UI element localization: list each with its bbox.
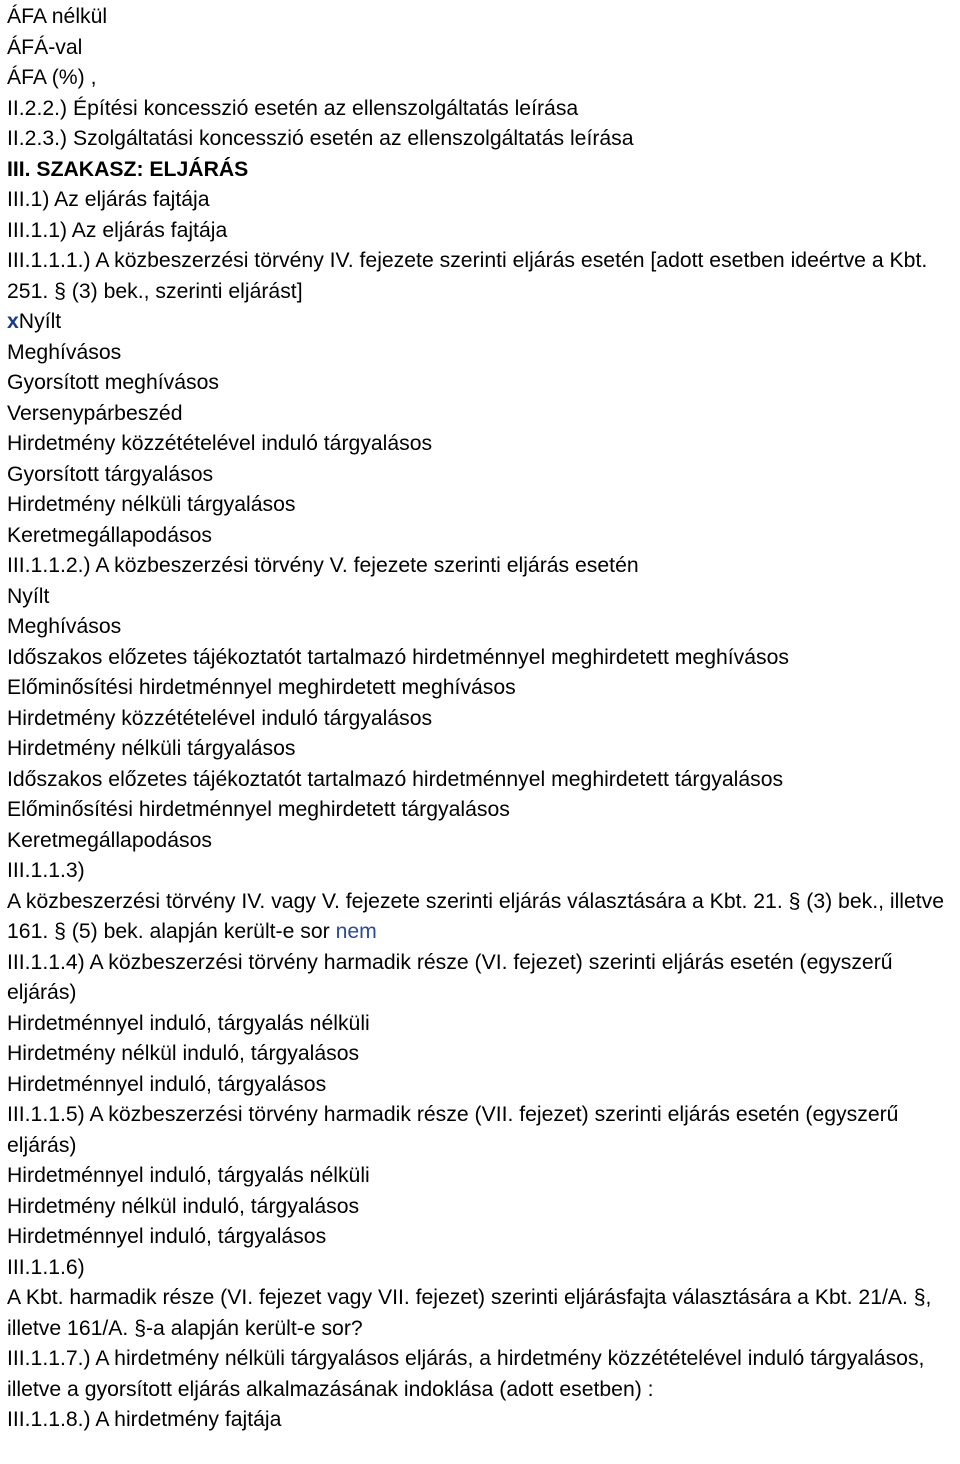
- option-item: Időszakos előzetes tájékoztatót tartalmazó hirdetménnyel meghirdetett tárgyalásos: [7, 767, 784, 791]
- option-item: Meghívásos: [7, 340, 122, 364]
- selected-marker: x: [7, 310, 19, 333]
- text-line: ÁFA (%) ,: [7, 66, 97, 89]
- option-item: Keretmegállapodásos: [7, 523, 212, 547]
- section-heading: III.1.1) Az eljárás fajtája: [7, 218, 228, 242]
- option-item: Hirdetménnyel induló, tárgyalásos: [7, 1072, 327, 1096]
- option-item: Versenypárbeszéd: [7, 401, 183, 425]
- option-item: Hirdetmény nélküli tárgyalásos: [7, 493, 296, 516]
- section-heading: II.2.3.) Szolgáltatási koncesszió esetén az ellenszolgáltatás leírása: [7, 127, 634, 150]
- option-item: Hirdetménnyel induló, tárgyalásos: [7, 1225, 327, 1248]
- option-item: Meghívásos: [7, 615, 122, 638]
- option-label: Nyílt: [18, 310, 62, 333]
- question-line: A Kbt. harmadik része (VI. fejezet vagy VII. fejezet) szerinti eljárásfajta választására a Kbt. 21/A. §, illetve 161/A. §-a alapján került-e sor?: [7, 1286, 932, 1340]
- question-text: A közbeszerzési törvény IV. vagy V. fejezete szerinti eljárás választására a Kbt. 21. § (3) bek., illetve 161. § (5) bek. alapján került-e sor: [7, 889, 945, 943]
- option-item: Keretmegállapodásos: [7, 828, 212, 852]
- section-heading: II.2.2.) Építési koncesszió esetén az ellenszolgáltatás leírása: [7, 96, 579, 120]
- option-item: Előminősítési hirdetménnyel meghirdetett tárgyalásos: [7, 798, 510, 821]
- section-heading: III.1.1.7.) A hirdetmény nélküli tárgyalásos eljárás, a hirdetmény közzétételével induló tárgyalásos, illetve a gyorsított eljárás alkalmazásának indoklása (adott esetben) :: [7, 1347, 925, 1401]
- section-heading: III.1.1.3): [7, 859, 85, 882]
- text-line: ÁFA nélkül: [7, 5, 108, 28]
- section-heading: III.1.1.6): [7, 1255, 85, 1279]
- option-item: Hirdetmény nélkül induló, tárgyalásos: [7, 1042, 360, 1065]
- option-item: Hirdetménnyel induló, tárgyalás nélküli: [7, 1164, 370, 1187]
- question-line: [7, 887, 957, 948]
- option-item: Hirdetmény nélkül induló, tárgyalásos: [7, 1194, 360, 1218]
- section-heading: III.1.1.2.) A közbeszerzési törvény V. fejezete szerinti eljárás esetén: [7, 554, 639, 577]
- option-item: Időszakos előzetes tájékoztatót tartalmazó hirdetménnyel meghirdetett meghívásos: [7, 645, 789, 669]
- section-title: III. SZAKASZ: ELJÁRÁS: [7, 157, 249, 181]
- option-item: Gyorsított meghívásos: [7, 371, 219, 394]
- section-heading: III.1.1.8.) A hirdetmény fajtája: [7, 1408, 282, 1431]
- section-heading: III.1.1.5) A közbeszerzési törvény harmadik része (VII. fejezet) szerinti eljárás esetén (egyszerű eljárás): [7, 1103, 899, 1157]
- section-heading: III.1.1.4) A közbeszerzési törvény harmadik része (VI. fejezet) szerinti eljárás esetén (egyszerű eljárás): [7, 950, 893, 1004]
- option-item: Hirdetmény közzétételével induló tárgyalásos: [7, 706, 433, 730]
- option-item: Hirdetmény közzétételével induló tárgyalásos: [7, 432, 433, 455]
- answer-value: nem: [335, 920, 377, 943]
- section-heading: III.1) Az eljárás fajtája: [7, 188, 210, 211]
- section-heading: III.1.1.1.) A közbeszerzési törvény IV. fejezete szerinti eljárás esetén [adott esetben ideértve a Kbt. 251. § (3) bek., szerinti eljárást]: [7, 249, 928, 303]
- selected-option: [7, 307, 960, 338]
- option-item: Előminősítési hirdetménnyel meghirdetett meghívásos: [7, 676, 516, 699]
- option-item: Hirdetmény nélküli tárgyalásos: [7, 737, 296, 760]
- text-line: ÁFÁ-val: [7, 35, 83, 59]
- option-item: Nyílt: [7, 584, 50, 608]
- option-item: Hirdetménnyel induló, tárgyalás nélküli: [7, 1011, 370, 1035]
- option-item: Gyorsított tárgyalásos: [7, 462, 214, 486]
